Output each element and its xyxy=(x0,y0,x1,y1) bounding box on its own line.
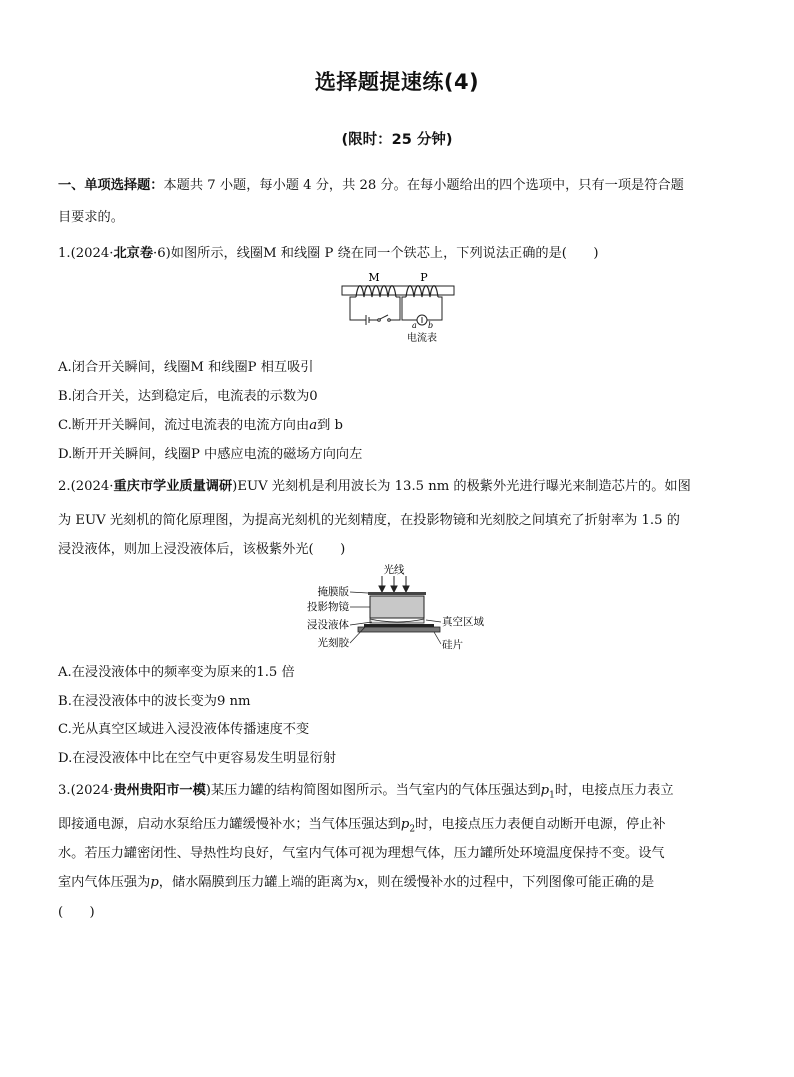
q2-label-mask: 掩膜版 xyxy=(317,586,349,598)
q3-line4-b: ，储水隔膜到压力罐上端的距离为 xyxy=(158,875,357,890)
section-heading: 一、单项选择题： xyxy=(58,178,164,193)
q2-source: 重庆市学业质量调研 xyxy=(113,479,233,494)
q3-x: x xyxy=(356,875,365,890)
q1-option-c-var: a xyxy=(309,418,318,433)
q3-p2: p xyxy=(400,817,410,832)
q3-p1: p xyxy=(540,783,550,798)
q3-line3: 水。若压力罐密闭性、导热性均良好，气室内气体可视为理想气体，压力罐所处环境温度保持不变。设气 xyxy=(58,846,665,861)
q1-option-a: A.闭合开关瞬间，线圈M 和线圈P 相互吸引 xyxy=(58,360,314,375)
q2-label-resist: 光刻胶 xyxy=(317,637,349,649)
q1-caption: 电流表 xyxy=(407,333,437,344)
q1-label-a: a xyxy=(412,321,417,330)
q2-option-d: D.在浸没液体中比在空气中更容易发生明显衍射 xyxy=(58,751,337,766)
section-desc-1: 本题共 7 小题，每小题 4 分，共 28 分。在每小题给出的四个选项中，只有一项是符合题 xyxy=(163,178,684,193)
q2-stem-text-1: EUV 光刻机是利用波长为 13.5 nm 的极紫外光进行曝光来制造芯片的。如图 xyxy=(237,479,691,494)
q3-line2 xyxy=(58,813,736,835)
page-title: 选择题提速练(4) xyxy=(314,70,480,94)
q2-label-vacuum: 真空区域 xyxy=(442,616,484,628)
q1-option-c xyxy=(58,414,736,433)
q2-label-light: 光线 xyxy=(383,564,405,576)
q1-option-d: D.断开开关瞬间，线圈P 中感应电流的磁场方向向左 xyxy=(58,447,363,462)
q3-p1-sub: 1 xyxy=(549,790,555,801)
q3-source: 贵州贵阳市一模 xyxy=(113,783,206,798)
q3-line1-a: 某压力罐的结构简图如图所示。当气室内的气体压强达到 xyxy=(210,783,541,798)
q2-stem-line1 xyxy=(58,475,736,494)
q3-line4-c: ，则在缓慢补水的过程中，下列图像可能正确的是 xyxy=(364,875,655,890)
q2-label-lens: 投影物镜 xyxy=(307,601,349,613)
q2-stem-line3: 浸没液体，则加上浸没液体后，该极紫外光( ) xyxy=(58,542,346,557)
q3-line2-b: 时，电接点压力表便自动断开电源，停止补 xyxy=(415,817,666,832)
time-limit: (限时：25 分钟) xyxy=(341,132,453,148)
q2-number: 2.(2024· xyxy=(58,479,114,494)
q1-option-c-head: C.断开开关瞬间，流过电流表的电流方向由 xyxy=(58,418,310,433)
q2-option-c: C.光从真空区域进入浸没液体传播速度不变 xyxy=(58,722,310,737)
q3-p2-sub: 2 xyxy=(409,824,416,835)
q1-option-c-tail: 到 b xyxy=(317,418,343,433)
q3-line1 xyxy=(58,779,736,801)
q2-stem-line2: 为 EUV 光刻机的简化原理图，为提高光刻机的光刻精度，在投影物镜和光刻胶之间填充了折射率为 1.5 的 xyxy=(58,513,680,528)
q2-option-b: B.在浸没液体中的波长变为9 nm xyxy=(58,694,251,709)
q3-line2-a: 即接通电源，启动水泵给压力罐缓慢补水；当气体压强达到 xyxy=(58,817,401,832)
q1-stem-text: 如图所示，线圈M 和线圈 P 绕在同一个铁芯上，下列说法正确的是( ) xyxy=(170,246,599,261)
q1-source-tail: ·6) xyxy=(153,246,171,261)
q2-option-a: A.在浸没液体中的频率变为原来的1.5 倍 xyxy=(58,665,295,680)
q3-source-tail: ) xyxy=(205,783,211,798)
q1-stem xyxy=(58,242,736,261)
q3-line1-b: 时，电接点压力表立 xyxy=(554,783,674,798)
q1-number: 1.(2024· xyxy=(58,246,114,261)
q2-source-tail: ) xyxy=(232,479,238,494)
q1-coil-figure xyxy=(340,270,460,346)
section-desc-line2: 目要求的。 xyxy=(58,210,124,225)
q1-label-m: M xyxy=(368,271,380,284)
q1-source: 北京卷 xyxy=(113,246,154,261)
q3-line4 xyxy=(58,871,736,890)
q1-label-p: P xyxy=(420,271,428,284)
q2-lithography-figure xyxy=(302,562,502,654)
q3-line4-a: 室内气体压强为 xyxy=(58,875,151,890)
q3-line5: ( ) xyxy=(58,905,95,920)
q1-option-b: B.闭合开关，达到稳定后，电流表的示数为0 xyxy=(58,389,318,404)
q2-label-wafer: 硅片 xyxy=(442,639,463,651)
q3-number: 3.(2024· xyxy=(58,783,114,798)
section-intro xyxy=(58,174,736,193)
q1-label-b: b xyxy=(428,321,434,330)
q3-p: p xyxy=(150,875,159,890)
q2-label-liquid: 浸没液体 xyxy=(307,619,349,631)
